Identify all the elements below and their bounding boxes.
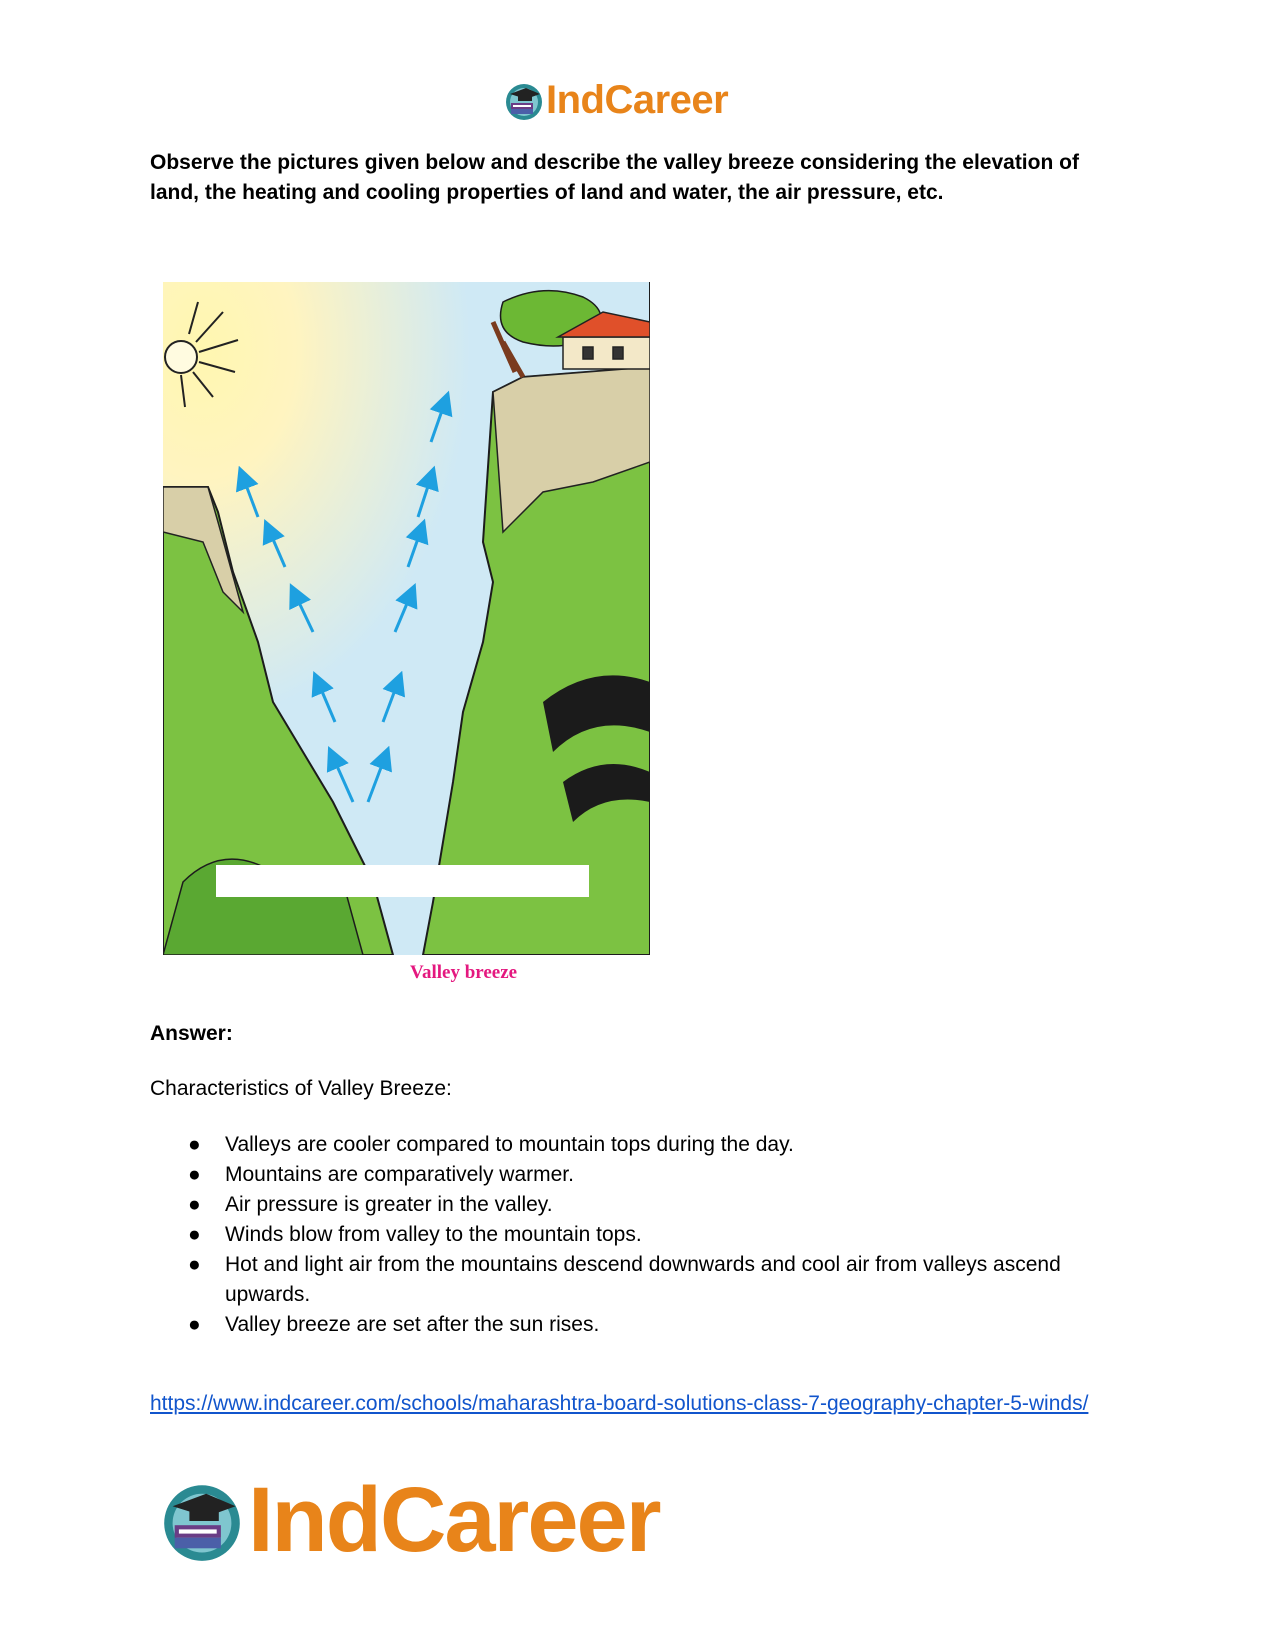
list-item: ● Hot and light air from the mountains descend downwards and cool air from valleys ascend upwards. — [150, 1250, 1110, 1310]
figure-caption: Valley breeze — [410, 962, 518, 983]
bullet-icon: ● — [188, 1223, 201, 1246]
bullet-icon: ● — [188, 1163, 201, 1186]
bullet-icon: ● — [188, 1253, 201, 1276]
list-item: ● Winds blow from valley to the mountain tops. — [150, 1220, 1110, 1250]
logo-text: IndCareer — [248, 1469, 660, 1571]
logo-text: IndCareer — [546, 78, 729, 122]
list-item: ● Valley breeze are set after the sun rises. — [150, 1310, 1110, 1340]
characteristics-list — [150, 1130, 1110, 1340]
list-item: ● Mountains are comparatively warmer. — [150, 1160, 1110, 1190]
question-text: Observe the pictures given below and describe the valley breeze considering the elevation of land, the heating and cooling properties of land and water, the air pressure, etc. — [150, 151, 1079, 204]
source-link[interactable]: https://www.indcareer.com/schools/maharashtra-board-solutions-class-7-geography-chapter-5-winds/ — [150, 1392, 1089, 1415]
bullet-icon: ● — [188, 1193, 201, 1216]
answer-label: Answer: — [150, 1022, 233, 1045]
list-item: ● Valleys are cooler compared to mountain tops during the day. — [150, 1130, 1110, 1160]
list-item: ● Air pressure is greater in the valley. — [150, 1190, 1110, 1220]
graduation-cap-book-icon — [160, 1479, 244, 1563]
valley-breeze-illustration — [163, 282, 650, 955]
bullet-icon: ● — [188, 1313, 201, 1336]
graduation-cap-book-icon — [504, 81, 544, 121]
indcareer-logo-top — [504, 78, 728, 123]
bullet-icon: ● — [188, 1133, 201, 1156]
answer-intro: Characteristics of Valley Breeze: — [150, 1077, 452, 1100]
indcareer-logo-bottom — [160, 1468, 660, 1573]
